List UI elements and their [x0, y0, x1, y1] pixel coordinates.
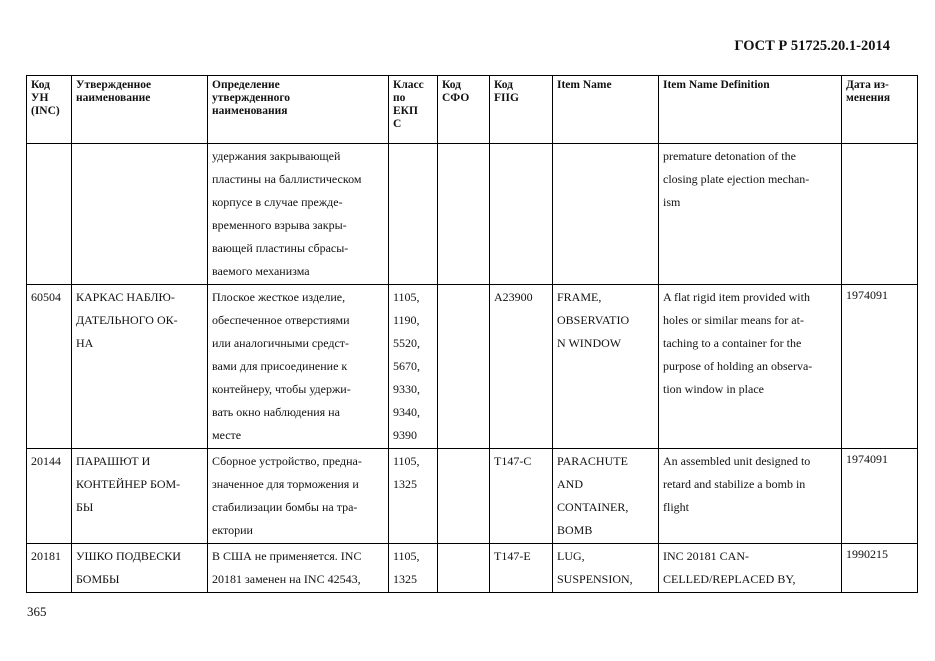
table-header-row [27, 76, 918, 144]
cell-line: ism [663, 195, 681, 209]
fiig-code-cell [490, 285, 553, 449]
cell-line: ДАТЕЛЬНОГО ОК- [76, 313, 178, 327]
cell-line: УШКО ПОДВЕСКИ [76, 549, 181, 563]
cell-line: удержания закрывающей [212, 149, 341, 163]
cell-line: месте [212, 428, 242, 442]
cell-line: 5520, [393, 336, 420, 350]
cell-line: вать окно наблюдения на [212, 405, 340, 419]
cell-line: tion window in place [663, 382, 764, 396]
cell-line: holes or similar means for at- [663, 313, 804, 327]
cell-line: A23900 [494, 290, 533, 304]
item-name-cell [553, 449, 659, 544]
eksp-class-cell [389, 144, 438, 285]
change-date-cell [842, 144, 918, 285]
cell-line: БЫ [76, 500, 94, 514]
cell-line: значенное для торможения и [212, 477, 359, 491]
cell-line: retard and stabilize a bomb in [663, 477, 806, 491]
sfo-code-cell [438, 285, 490, 449]
inc-code-cell [27, 544, 72, 593]
cell-line: 1105, [393, 549, 420, 563]
cell-line: КОНТЕЙНЕР БОМ- [76, 477, 181, 491]
cell-line: ПАРАШЮТ И [76, 454, 151, 468]
header-item-name-definition [659, 76, 842, 144]
cell-line: 1974091 [846, 288, 888, 302]
inc-code-cell [27, 285, 72, 449]
cell-line: AND [557, 477, 583, 491]
cell-line: premature detonation of the [663, 149, 796, 163]
approved-name-cell [72, 544, 208, 593]
header-line: по [393, 92, 406, 104]
cell-line: purpose of holding an observa- [663, 359, 813, 373]
cell-line: T147-C [494, 454, 532, 468]
cell-line: 1974091 [846, 452, 888, 466]
header-line: СФО [442, 92, 470, 104]
cell-line: 1105, [393, 454, 420, 468]
header-eksp-class [389, 76, 438, 144]
header-line: менения [846, 92, 891, 104]
cell-line: вами для присоединение к [212, 359, 348, 373]
table-row [27, 449, 918, 544]
header-line: Утвержденное [76, 79, 152, 91]
eksp-class-cell [389, 449, 438, 544]
table-row [27, 144, 918, 285]
cell-line: стабилизации бомбы на тра- [212, 500, 358, 514]
cell-line: N WINDOW [557, 336, 622, 350]
item-definition-cell [659, 144, 842, 285]
sfo-code-cell [438, 449, 490, 544]
header-line: FIIG [494, 92, 519, 104]
header-approved-name [72, 76, 208, 144]
cell-line: BOMB [557, 523, 593, 537]
cell-line: OBSERVATIO [557, 313, 630, 327]
cell-line: или аналогичными средст- [212, 336, 350, 350]
cell-line: ваемого механизма [212, 264, 310, 278]
sfo-code-cell [438, 144, 490, 285]
change-date-cell [842, 544, 918, 593]
item-name-cell [553, 144, 659, 285]
header-line: (INC) [31, 105, 60, 117]
eksp-class-cell [389, 544, 438, 593]
header-change-date [842, 76, 918, 144]
cell-line: пластины на баллистическом [212, 172, 362, 186]
cell-line: SUSPENSION, [557, 572, 633, 586]
cell-line: Сборное устройство, предна- [212, 454, 362, 468]
cell-line: 5670, [393, 359, 420, 373]
header-line: Item Name Definition [663, 79, 770, 91]
header-line: С [393, 118, 402, 130]
cell-line: INC 20181 CAN- [663, 549, 749, 563]
change-date-cell [842, 285, 918, 449]
cell-line: PARACHUTE [557, 454, 628, 468]
document-standard-header: ГОСТ Р 51725.20.1-2014 [734, 38, 890, 54]
table-row [27, 544, 918, 593]
header-item-name [553, 76, 659, 144]
definition-cell [208, 285, 389, 449]
header-line: УН [31, 92, 49, 104]
cell-line: 9330, [393, 382, 420, 396]
cell-line: 1325 [393, 477, 417, 491]
cell-line: БОМБЫ [76, 572, 120, 586]
fiig-code-cell [490, 544, 553, 593]
definition-cell [208, 449, 389, 544]
cell-line: LUG, [557, 549, 585, 563]
approved-name-cell [72, 144, 208, 285]
cell-line: 20144 [31, 454, 61, 468]
cell-line: ектории [212, 523, 253, 537]
item-name-cell [553, 285, 659, 449]
eksp-class-cell [389, 285, 438, 449]
cell-line: 9390 [393, 428, 417, 442]
inc-code-cell [27, 144, 72, 285]
cell-line: корпусе в случае прежде- [212, 195, 343, 209]
definition-cell [208, 144, 389, 285]
table-row [27, 285, 918, 449]
cell-line: 20181 заменен на INC 42543, [212, 572, 361, 586]
change-date-cell [842, 449, 918, 544]
cell-line: T147-E [494, 549, 531, 563]
header-sfo-code [438, 76, 490, 144]
header-line: Код [31, 79, 51, 91]
item-definition-cell [659, 449, 842, 544]
page-number: 365 [27, 604, 47, 619]
fiig-code-cell [490, 144, 553, 285]
cell-line: An assembled unit designed to [663, 454, 811, 468]
definition-cell [208, 544, 389, 593]
header-inc-code [27, 76, 72, 144]
cell-line: 1325 [393, 572, 417, 586]
cell-line: 1190, [393, 313, 420, 327]
approved-name-cell [72, 285, 208, 449]
cell-line: временного взрыва закры- [212, 218, 347, 232]
cell-line: 1990215 [846, 547, 888, 561]
cell-line: CELLED/REPLACED BY, [663, 572, 796, 586]
header-line: Класс [393, 79, 424, 91]
header-fiig-code [490, 76, 553, 144]
header-name-definition [208, 76, 389, 144]
approved-name-cell [72, 449, 208, 544]
header-line: утвержденного [212, 92, 291, 104]
cell-line: 60504 [31, 290, 61, 304]
cell-line: обеспеченное отверстиями [212, 313, 350, 327]
inc-code-cell [27, 449, 72, 544]
item-definition-cell [659, 285, 842, 449]
header-line: наименование [76, 92, 151, 104]
header-line: Определение [212, 79, 280, 91]
cell-line: 20181 [31, 549, 61, 563]
cell-line: 9340, [393, 405, 420, 419]
header-line: ЕКП [393, 105, 418, 117]
cell-line: контейнеру, чтобы удержи- [212, 382, 351, 396]
cell-line: вающей пластины сбрасы- [212, 241, 349, 255]
registry-table [26, 75, 918, 593]
header-line: Item Name [557, 79, 612, 91]
cell-line: closing plate ejection mechan- [663, 172, 810, 186]
sfo-code-cell [438, 544, 490, 593]
cell-line: 1105, [393, 290, 420, 304]
cell-line: Плоское жесткое изделие, [212, 290, 346, 304]
header-line: Код [442, 79, 462, 91]
cell-line: CONTAINER, [557, 500, 629, 514]
item-name-cell [553, 544, 659, 593]
item-definition-cell [659, 544, 842, 593]
fiig-code-cell [490, 449, 553, 544]
header-line: Код [494, 79, 514, 91]
cell-line: FRAME, [557, 290, 602, 304]
cell-line: taching to a container for the [663, 336, 802, 350]
cell-line: НА [76, 336, 94, 350]
cell-line: A flat rigid item provided with [663, 290, 810, 304]
cell-line: flight [663, 500, 689, 514]
cell-line: В США не применяется. INC [212, 549, 362, 563]
header-line: наименования [212, 105, 288, 117]
cell-line: КАРКАС НАБЛЮ- [76, 290, 175, 304]
header-line: Дата из- [846, 79, 889, 91]
